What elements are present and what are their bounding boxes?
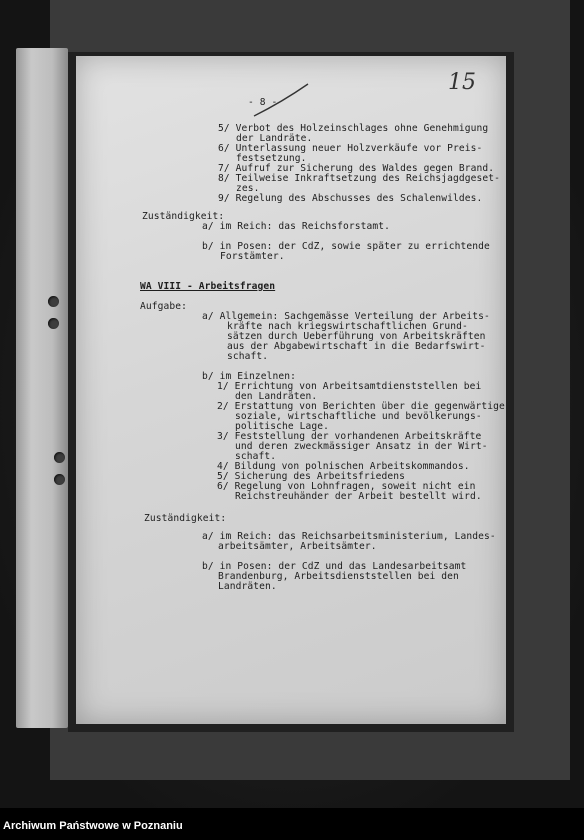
- text-line: der Landräte.: [236, 133, 313, 144]
- text-line: politische Lage.: [235, 421, 330, 432]
- text-line: sätzen durch Ueberführung von Arbeitskräften: [227, 331, 486, 342]
- punch-hole: [54, 452, 65, 463]
- section-label: Aufgabe:: [140, 301, 188, 312]
- text-line: a/ Allgemein: Sachgemässe Verteilung der Arbeits-: [202, 311, 490, 322]
- text-line: 7/ Aufruf zur Sicherung des Waldes gegen Brand.: [218, 163, 495, 174]
- page-marker: - 8 -: [248, 97, 278, 108]
- punch-hole: [54, 474, 65, 485]
- section-heading: WA VIII - Arbeitsfragen: [140, 281, 276, 292]
- text-line: zes.: [236, 183, 260, 194]
- text-line: 2/ Erstattung von Berichten über die gegenwärtige: [217, 401, 505, 412]
- section-label: Zuständigkeit:: [144, 513, 227, 524]
- text-line: aus der Abgabewirtschaft in die Bedarfswirt-: [227, 341, 486, 352]
- text-line: 6/ Unterlassung neuer Holzverkäufe vor Preis-: [218, 143, 483, 154]
- text-line: kräfte nach kriegswirtschaftlichen Grund-: [227, 321, 468, 332]
- text-line: a/ im Reich: das Reichsforstamt.: [202, 221, 391, 232]
- text-line: 6/ Regelung von Lohnfragen, soweit nicht ein: [217, 481, 476, 492]
- archive-credit: Archiwum Państwowe w Poznaniu: [3, 820, 183, 832]
- text-line: 9/ Regelung des Abschusses des Schalenwildes.: [218, 193, 483, 204]
- handwritten-page-number: 15: [448, 70, 476, 95]
- text-line: Reichstreuhänder der Arbeit bestellt wird.: [235, 491, 482, 502]
- text-line: 3/ Feststellung der vorhandenen Arbeitskräfte: [217, 431, 482, 442]
- punch-hole: [48, 296, 59, 307]
- text-line: arbeitsämter, Arbeitsämter.: [218, 541, 377, 552]
- binder-strip: [16, 48, 68, 728]
- section-label: Zuständigkeit:: [142, 211, 225, 222]
- text-line: 8/ Teilweise Inkraftsetzung des Reichsjagdgeset-: [218, 173, 501, 184]
- text-line: b/ im Einzelnen:: [202, 371, 297, 382]
- text-line: und deren zweckmässiger Ansatz in der Wirt-: [235, 441, 488, 452]
- text-line: schaft.: [235, 451, 277, 462]
- text-line: b/ in Posen: der CdZ und das Landesarbeitsamt: [202, 561, 467, 572]
- text-line: Forstämter.: [220, 251, 285, 262]
- text-line: soziale, wirtschaftliche und bevölkerungs-: [235, 411, 482, 422]
- text-line: festsetzung.: [236, 153, 307, 164]
- text-line: schaft.: [227, 351, 269, 362]
- pencil-strike-mark: [252, 80, 312, 120]
- text-line: 1/ Errichtung von Arbeitsamtdienststellen bei: [217, 381, 482, 392]
- text-line: a/ im Reich: das Reichsarbeitsministerium, Landes-: [202, 531, 496, 542]
- document-page: [76, 56, 506, 724]
- footer-bar: [0, 808, 584, 840]
- text-line: b/ in Posen: der CdZ, sowie später zu errichtende: [202, 241, 490, 252]
- text-line: Landräten.: [218, 581, 277, 592]
- text-line: 4/ Bildung von polnischen Arbeitskommandos.: [217, 461, 470, 472]
- text-line: 5/ Verbot des Holzeinschlages ohne Genehmigung: [218, 123, 489, 134]
- text-line: Brandenburg, Arbeitsdienststellen bei den: [218, 571, 459, 582]
- punch-hole: [48, 318, 59, 329]
- text-line: den Landräten.: [235, 391, 318, 402]
- text-line: 5/ Sicherung des Arbeitsfriedens: [217, 471, 406, 482]
